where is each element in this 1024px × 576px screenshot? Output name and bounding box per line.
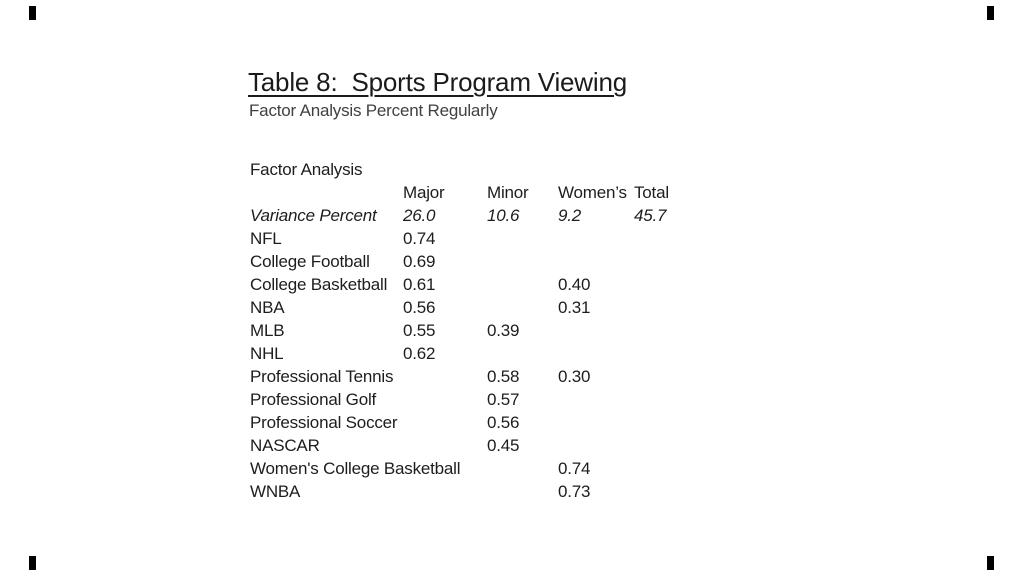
table-row <box>250 204 730 227</box>
table-row <box>250 388 730 411</box>
table-row <box>250 480 730 503</box>
cell-minor: 10.6 <box>487 206 520 225</box>
table-header-row <box>250 181 730 204</box>
crop-mark-bottom-right <box>987 556 994 570</box>
cell-major: 26.0 <box>403 206 436 225</box>
table-row <box>250 411 730 434</box>
table-row <box>250 365 730 388</box>
cell-minor: 0.39 <box>487 321 520 340</box>
cell-major: 0.62 <box>403 344 436 363</box>
table-row <box>250 296 730 319</box>
table-row <box>250 319 730 342</box>
row-label: NASCAR <box>250 436 320 455</box>
row-label: NBA <box>250 298 285 317</box>
cell-womens: 0.31 <box>558 298 591 317</box>
cell-minor: 0.56 <box>487 413 520 432</box>
slide-subtitle: Factor Analysis Percent Regularly <box>249 101 498 120</box>
row-label: MLB <box>250 321 285 340</box>
cell-womens: 9.2 <box>558 206 582 225</box>
table-row <box>250 227 730 250</box>
table-caption: Factor Analysis <box>250 160 363 179</box>
row-label: College Basketball <box>250 275 388 294</box>
cell-major: 0.61 <box>403 275 436 294</box>
table-row <box>250 457 730 480</box>
cell-major: 0.55 <box>403 321 436 340</box>
table-body <box>250 204 730 503</box>
cell-womens: 0.40 <box>558 275 591 294</box>
cell-major: 0.74 <box>403 229 436 248</box>
table-row <box>250 342 730 365</box>
crop-mark-top-right <box>987 6 994 20</box>
row-label: Professional Golf <box>250 390 377 409</box>
table-row <box>250 273 730 296</box>
cell-major: 0.69 <box>403 252 436 271</box>
row-label: College Football <box>250 252 370 271</box>
table-caption-row <box>250 158 730 181</box>
cell-minor: 0.45 <box>487 436 520 455</box>
table-row <box>250 434 730 457</box>
factor-analysis-table <box>250 158 730 503</box>
row-label: Women's College Basketball <box>250 459 461 478</box>
cell-minor: 0.57 <box>487 390 520 409</box>
row-label: WNBA <box>250 482 301 501</box>
row-label: NHL <box>250 344 284 363</box>
cell-major: 0.56 <box>403 298 436 317</box>
row-label: Variance Percent <box>250 206 377 225</box>
cell-minor: 0.58 <box>487 367 520 386</box>
column-header-major: Major <box>403 183 445 202</box>
row-label: Professional Soccer <box>250 413 398 432</box>
crop-mark-top-left <box>29 6 36 20</box>
cell-total: 45.7 <box>634 206 667 225</box>
column-header-total: Total <box>634 183 669 202</box>
cell-womens: 0.74 <box>558 459 591 478</box>
crop-mark-bottom-left <box>29 556 36 570</box>
row-label: Professional Tennis <box>250 367 394 386</box>
cell-womens: 0.73 <box>558 482 591 501</box>
column-header-womens: Women’s <box>558 183 627 202</box>
slide-title: Table 8: Sports Program Viewing <box>248 67 627 97</box>
table-row <box>250 250 730 273</box>
column-header-minor: Minor <box>487 183 529 202</box>
row-label: NFL <box>250 229 282 248</box>
cell-womens: 0.30 <box>558 367 591 386</box>
